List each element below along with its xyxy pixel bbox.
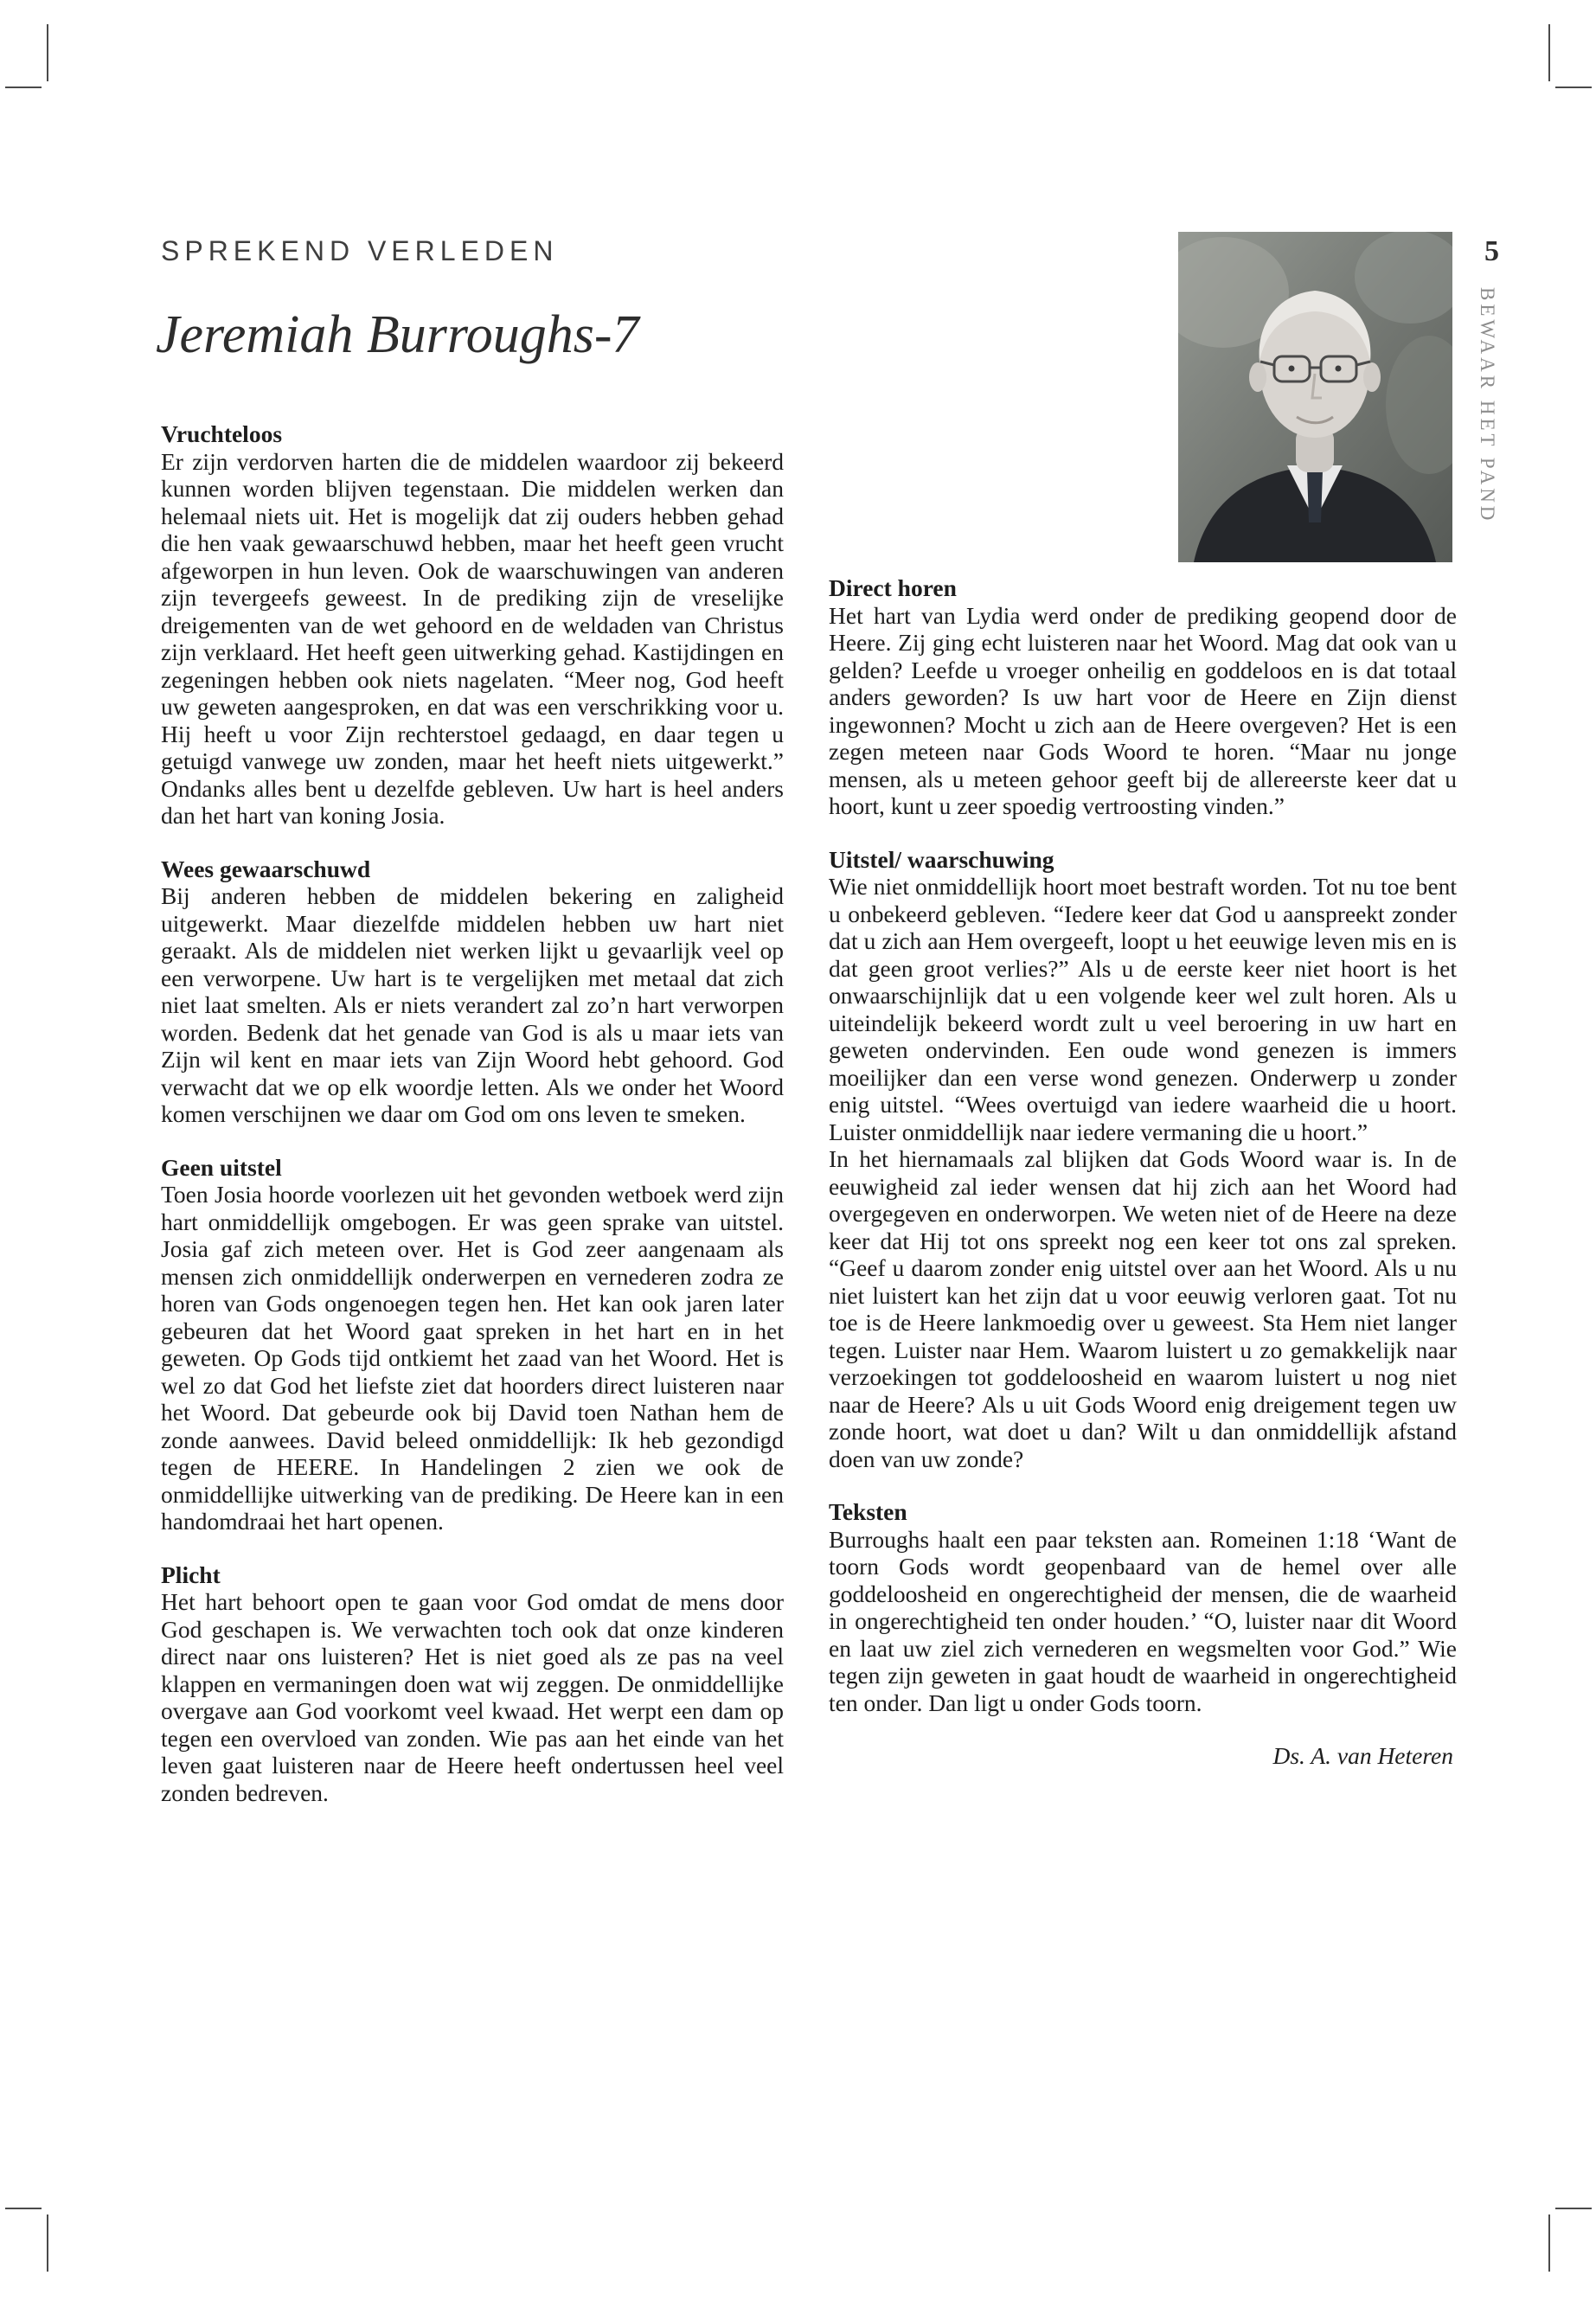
portrait-photo bbox=[1178, 232, 1452, 562]
section-body: Bij anderen hebben de middelen bekering en zaligheid uitgewerkt. Maar diezelfde middelen hebben uw hart niet geraakt. Als de middelen niet werken lijkt u gevaarlijk veel op een verworpene. Uw hart is te vergelijken met metaal dat zich niet laat smelten. Als er niets verandert zal zo’n hart verworpen worden. Bedenk dat het genade van God is als u maar iets van Zijn wil kent en maar iets van Zijn Woord hebt gehoord. God verwacht dat we op elk woordje letten. Als we onder het Woord komen verschijnen we daar om God om ons leven te smeken. bbox=[161, 882, 784, 1127]
section-heading: Geen uitstel bbox=[161, 1153, 282, 1181]
section-heading: Wees gewaarschuwd bbox=[161, 855, 371, 882]
author-signature: Ds. A. van Heteren bbox=[1272, 1742, 1453, 1769]
section-body: Toen Josia hoorde voorlezen uit het gevonden wetboek werd zijn hart onmiddellijk omgebogen. Er was geen sprake van uitstel. Josia gaf zich meteen over. Het is God zeer aangenaam als mensen zich onmiddellijk onderwerpen en vernederen zodra ze horen van Gods ongenoegen tegen hen. Het kan ook jaren later gebeuren dat het Woord gaat spreken in het hart en in het geweten. Op Gods tijd ontkiemt het zaad van het Woord. Het is wel zo dat God het liefste ziet dat hoorders direct luisteren naar het Woord. Dat gebeurde ook bij David toen Nathan hem de zonde aanwees. David beleed onmiddellijk: Ik heb gezondigd tegen de HEERE. In Handelingen 2 zien we ook de onmiddellijke uitwerking van de prediking. De Heere kan in een handomdraai het hart openen. bbox=[161, 1181, 784, 1535]
section-heading: Vruchteloos bbox=[161, 420, 283, 447]
section-body: Het hart behoort open te gaan voor God omdat de mens door God geschapen is. We verwachten toch ook dat onze kinderen direct naar ons luisteren? Het is niet goed als ze pas na veel klappen en vermaningen doen wat wij zeggen. De onmiddellijke overgave aan God voorkomt veel kwaad. Het werpt een dam op tegen een overvloed van zonden. Wie pas aan het einde van het leven gaat luisteren naar de Heere heeft ondertussen heel veel zonden bedreven. bbox=[161, 1588, 784, 1806]
section-body-continued: In het hiernamaals zal blijken dat Gods Woord waar is. In de eeuwigheid zal ieder wensen dat hij zich aan het Woord had overgegeven en onderworpen. We weten niet of de Heere na deze keer dat Hij tot ons spreekt nog een keer tot ons zal spreken. “Geef u daarom zonder enig uitstel over aan het Woord. Als u nu niet luistert kan het zijn dat u voor eeuwig verloren gaat. Tot nu toe is de Heere lankmoedig over u geweest. Sta Hem niet langer tegen. Luister naar Hem. Waarom luistert u zo gemakkelijk naar verzoekingen tot goddeloosheid en waarom luistert u nog niet naar de Heere? Als u uit Gods Woord enig dreigement tegen uw zonde hoort, wat doet u dan? Wilt u dan onmiddellijk afstand doen van uw zonde? bbox=[829, 1145, 1457, 1472]
section-heading: Direct horen bbox=[829, 574, 957, 601]
crop-mark-top-left-vertical bbox=[47, 24, 48, 81]
section-body: Er zijn verdorven harten die de middelen waardoor zij bekeerd kunnen worden blijven tegenstaan. Die middelen werken dan helemaal niets uit. Het is mogelijk dat zij ouders hebben gehad die hen vaak gewaarschuwd hebben, maar het heeft geen vrucht afgeworpen in hun leven. Ook de waarschuwingen van anderen zijn tevergeefs geweest. In de prediking zijn de vreselijke dreigementen van de wet gehoord en de weldaden van Christus zijn verklaard. Het heeft geen uitwerking gehad. Kastijdingen en zegeningen hebben ook niets nagelaten. “Meer nog, God heeft uw geweten aangesproken, en dat was een verschrikking voor u. Hij heeft u voor Zijn rechterstoel gedaagd, en daar tegen u getuigd vanwege uw zonden, maar het heeft niets uitgewerkt.” Ondanks alles bent u dezelfde gebleven. Uw hart is heel anders dan het hart van koning Josia. bbox=[161, 447, 784, 829]
crop-mark-bottom-left-vertical bbox=[47, 2214, 48, 2272]
crop-mark-top-right-vertical bbox=[1548, 24, 1550, 81]
section-body: Wie niet onmiddellijk hoort moet bestraft worden. Tot nu toe bent u onbekeerd gebleven. “Iedere keer dat God u aanspreekt zonder dat u zich aan Hem overgeeft, loopt u het eeuwige leven mis en is dat geen groot verlies?” Als u de eerste keer niet hoort is het onwaarschijnlijk dat u een volgende keer wel zult horen. Als u uiteindelijk bekeerd wordt zult u veel beroering in uw hart en geweten ondervinden. Een oude wond genezen is immers moeilijker dan een verse wond genezen. Onderwerp u zonder enig uitstel. “Wees overtuigd van iedere waarheid die u hoort. Luister onmiddellijk naar iedere vermaning die u hoort.” bbox=[829, 873, 1457, 1145]
column-right bbox=[829, 574, 1457, 1770]
column-left bbox=[161, 420, 784, 1832]
section-geen-uitstel bbox=[161, 1154, 784, 1535]
portrait-photo-graphic bbox=[1178, 232, 1452, 562]
crop-mark-bottom-right-vertical bbox=[1548, 2214, 1550, 2272]
section-kicker: SPREKEND VERLEDEN bbox=[161, 235, 559, 266]
page-title: Jeremiah Burroughs-7 bbox=[156, 305, 639, 364]
section-body: Burroughs haalt een paar teksten aan. Romeinen 1:18 ‘Want de toorn Gods wordt geopenbaard van de hemel over alle goddeloosheid en ongerechtigheid der mensen, die de waarheid in ongerechtigheid ten onder houden.’ “O, luister naar dit Woord en laat uw ziel zich vernederen en wegsmelten voor God.” Wie tegen zijn geweten in gaat houdt de waarheid in ongerechtigheid ten onder. Dan ligt u onder Gods toorn. bbox=[829, 1525, 1457, 1716]
section-plicht bbox=[161, 1561, 784, 1807]
section-uitstel-waarschuwing bbox=[829, 846, 1457, 1473]
crop-mark-top-right-horizontal bbox=[1555, 87, 1592, 88]
section-wees-gewaarschuwd bbox=[161, 856, 784, 1128]
section-teksten bbox=[829, 1498, 1457, 1716]
section-direct-horen bbox=[829, 574, 1457, 820]
section-heading: Uitstel/ waarschuwing bbox=[829, 845, 1054, 873]
section-vruchteloos bbox=[161, 420, 784, 830]
crop-mark-bottom-left-horizontal bbox=[5, 2208, 42, 2209]
section-heading: Teksten bbox=[829, 1498, 907, 1525]
crop-mark-top-left-horizontal bbox=[5, 87, 42, 88]
section-body: Het hart van Lydia werd onder de prediking geopend door de Heere. Zij ging echt luisteren naar het Woord. Mag dat ook van u gelden? Leefde u vroeger onheilig en goddeloos en is dat totaal anders geworden? Is uw hart voor de Heere en Zijn dienst ingewonnen? Mocht u zich aan de Heere overgeven? Het is een zegen meteen naar Gods Woord te horen. “Maar nu jonge mensen, als u meteen gehoor geeft bij de allereerste keer dat u hoort, kunt u zeer spoedig vertroosting vinden.” bbox=[829, 601, 1457, 819]
page-number: 5 bbox=[1484, 235, 1499, 267]
section-heading: Plicht bbox=[161, 1561, 221, 1588]
crop-mark-bottom-right-horizontal bbox=[1555, 2208, 1592, 2209]
magazine-name-vertical: BEWAAR HET PAND bbox=[1477, 287, 1498, 524]
